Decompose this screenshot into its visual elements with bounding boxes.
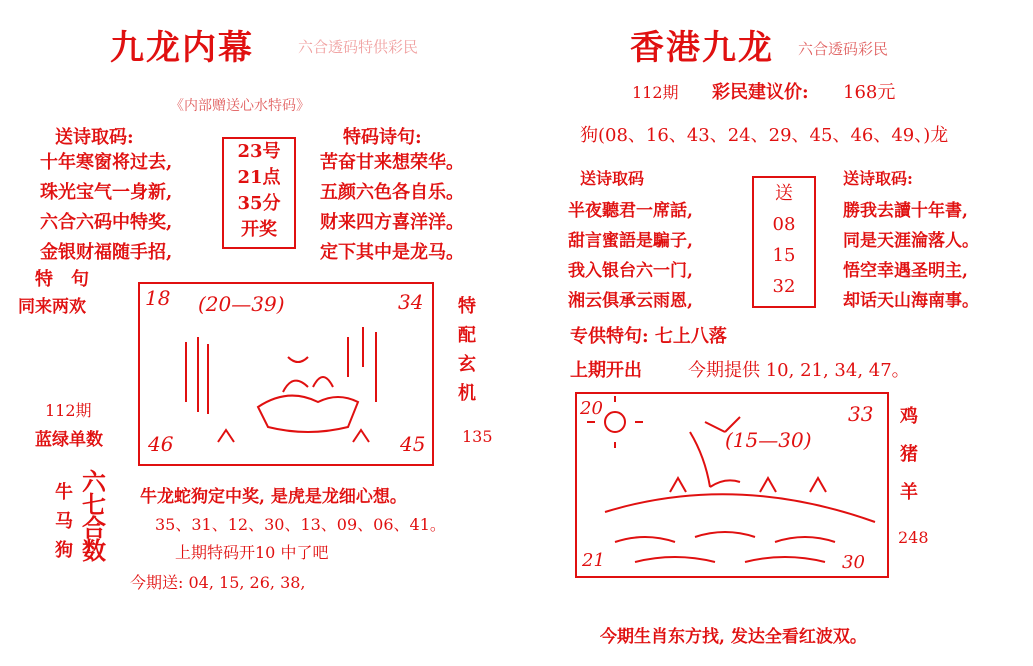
right-sketch-drawing bbox=[575, 392, 889, 578]
poem-line: 半夜聽君一席話, bbox=[568, 201, 693, 221]
right-animals bbox=[900, 398, 918, 512]
poem-line: 六合六码中特奖, bbox=[40, 212, 173, 233]
poem-line: 我入银台六一门, bbox=[568, 261, 693, 281]
liuqi-char: 合 bbox=[82, 513, 106, 542]
animal-char: 羊 bbox=[900, 482, 918, 503]
left-poem2 bbox=[320, 148, 464, 268]
animal-char: 猪 bbox=[900, 444, 918, 465]
sketch-num-bottom-right: 45 bbox=[400, 432, 426, 456]
sketch-num-top-right: 33 bbox=[848, 402, 874, 426]
vertical-char: 机 bbox=[458, 383, 476, 404]
send-box-line: 送 bbox=[775, 183, 793, 204]
liuqi-heshu bbox=[82, 467, 106, 565]
draw-time-line: 21点 bbox=[237, 167, 281, 188]
num-135: 135 bbox=[462, 427, 493, 446]
liuqi-char: 七 bbox=[82, 490, 106, 519]
left-title-sub: 六合透码特供彩民 bbox=[298, 38, 419, 56]
poem-line: 定下其中是龙马。 bbox=[320, 242, 464, 263]
vertical-char: 特 bbox=[458, 296, 476, 317]
poem-line: 五颜六色各自乐。 bbox=[320, 182, 464, 203]
sketch-num-bottom-left: 21 bbox=[582, 550, 605, 571]
right-poem2-head: 送诗取码: bbox=[843, 169, 913, 188]
vertical-char: 配 bbox=[458, 325, 476, 346]
left-poem1-head: 送诗取码: bbox=[55, 127, 134, 148]
left-line1: 牛龙蛇狗定中奖, 是虎是龙细心想。 bbox=[140, 487, 407, 507]
this-issue-numbers: 今期提供 10, 21, 34, 47。 bbox=[688, 360, 910, 381]
right-poem1-head: 送诗取码 bbox=[580, 169, 645, 188]
left-title: 九龙内幕 bbox=[110, 28, 254, 68]
right-poem1 bbox=[568, 196, 693, 316]
prev-draw-label: 上期开出 bbox=[570, 360, 642, 381]
right-title: 香港九龙 bbox=[630, 28, 774, 68]
poem-line: 财来四方喜洋洋。 bbox=[320, 212, 464, 233]
animal-char: 狗 bbox=[55, 540, 73, 561]
poem-line: 湘云俱承云雨恩, bbox=[568, 291, 693, 311]
poem-line: 甜言蜜語是騙子, bbox=[568, 231, 693, 251]
sketch-num-top-right: 34 bbox=[398, 290, 424, 314]
poem-line: 十年寒窗将过去, bbox=[40, 152, 173, 173]
animal-char: 牛 bbox=[55, 482, 73, 503]
send-number-box bbox=[752, 176, 816, 308]
sketch-range: (15—30) bbox=[725, 428, 812, 452]
draw-time-line: 35分 bbox=[237, 193, 281, 214]
right-poem2 bbox=[843, 196, 979, 316]
special-value: 同来两欢 bbox=[18, 297, 86, 317]
vertical-char: 玄 bbox=[458, 354, 476, 375]
animal-char: 马 bbox=[55, 511, 73, 532]
sketch-num-top-left: 20 bbox=[580, 398, 603, 419]
poem-line: 苦奋甘来想荣华。 bbox=[320, 152, 464, 173]
left-subtitle: 《内部赠送心水特码》 bbox=[170, 98, 310, 114]
poem-line: 却话天山海南事。 bbox=[843, 291, 979, 311]
num-248: 248 bbox=[898, 528, 929, 547]
right-footer: 今期生肖东方找, 发达全看红波双。 bbox=[600, 627, 867, 647]
price-label: 彩民建议价: bbox=[712, 82, 809, 103]
left-animals bbox=[55, 478, 73, 565]
draw-time-line: 开奖 bbox=[241, 219, 277, 240]
send-box-line: 15 bbox=[772, 245, 796, 266]
liuqi-char: 数 bbox=[82, 536, 106, 565]
liuqi-char: 六 bbox=[82, 467, 106, 496]
left-sketch-drawing bbox=[138, 282, 434, 466]
right-special: 专供特句: 七上八落 bbox=[570, 326, 727, 347]
blue-green-label: 蓝绿单数 bbox=[35, 430, 103, 450]
animal-char: 鸡 bbox=[900, 406, 918, 427]
poem-line: 珠光宝气一身新, bbox=[40, 182, 173, 203]
dog-dragon-numbers: 狗(08、16、43、24、29、45、46、49、)龙 bbox=[580, 125, 949, 146]
price-value: 168元 bbox=[843, 82, 896, 103]
poem-line: 勝我去讀十年書, bbox=[843, 201, 968, 221]
left-line2: 35、31、12、30、13、09、06、41。 bbox=[155, 515, 446, 534]
left-line4: 今期送: 04, 15, 26, 38, bbox=[130, 573, 306, 592]
left-line3: 上期特码开10 中了吧 bbox=[175, 543, 329, 562]
sketch-num-top-left: 18 bbox=[145, 286, 171, 310]
poem-line: 悟空幸遇圣明主, bbox=[843, 261, 968, 281]
left-poem2-head: 特码诗句: bbox=[343, 127, 422, 148]
right-title-sub: 六合透码彩民 bbox=[798, 40, 889, 58]
draw-time-line: 23号 bbox=[237, 141, 281, 162]
send-box-line: 08 bbox=[772, 214, 796, 235]
left-poem1 bbox=[40, 148, 172, 268]
send-box-line: 32 bbox=[772, 276, 796, 297]
sketch-range: (20—39) bbox=[198, 292, 285, 316]
sketch-num-bottom-right: 30 bbox=[842, 552, 865, 573]
poem-line: 同是天涯淪落人。 bbox=[843, 231, 979, 251]
right-issue: 112期 bbox=[632, 83, 679, 102]
draw-time-box bbox=[222, 137, 296, 249]
left-issue: 112期 bbox=[45, 401, 92, 420]
special-label: 特 句 bbox=[35, 269, 89, 290]
poem-line: 金银财福随手招, bbox=[40, 242, 173, 263]
right-vertical-text bbox=[458, 292, 476, 408]
sketch-num-bottom-left: 46 bbox=[148, 432, 174, 456]
